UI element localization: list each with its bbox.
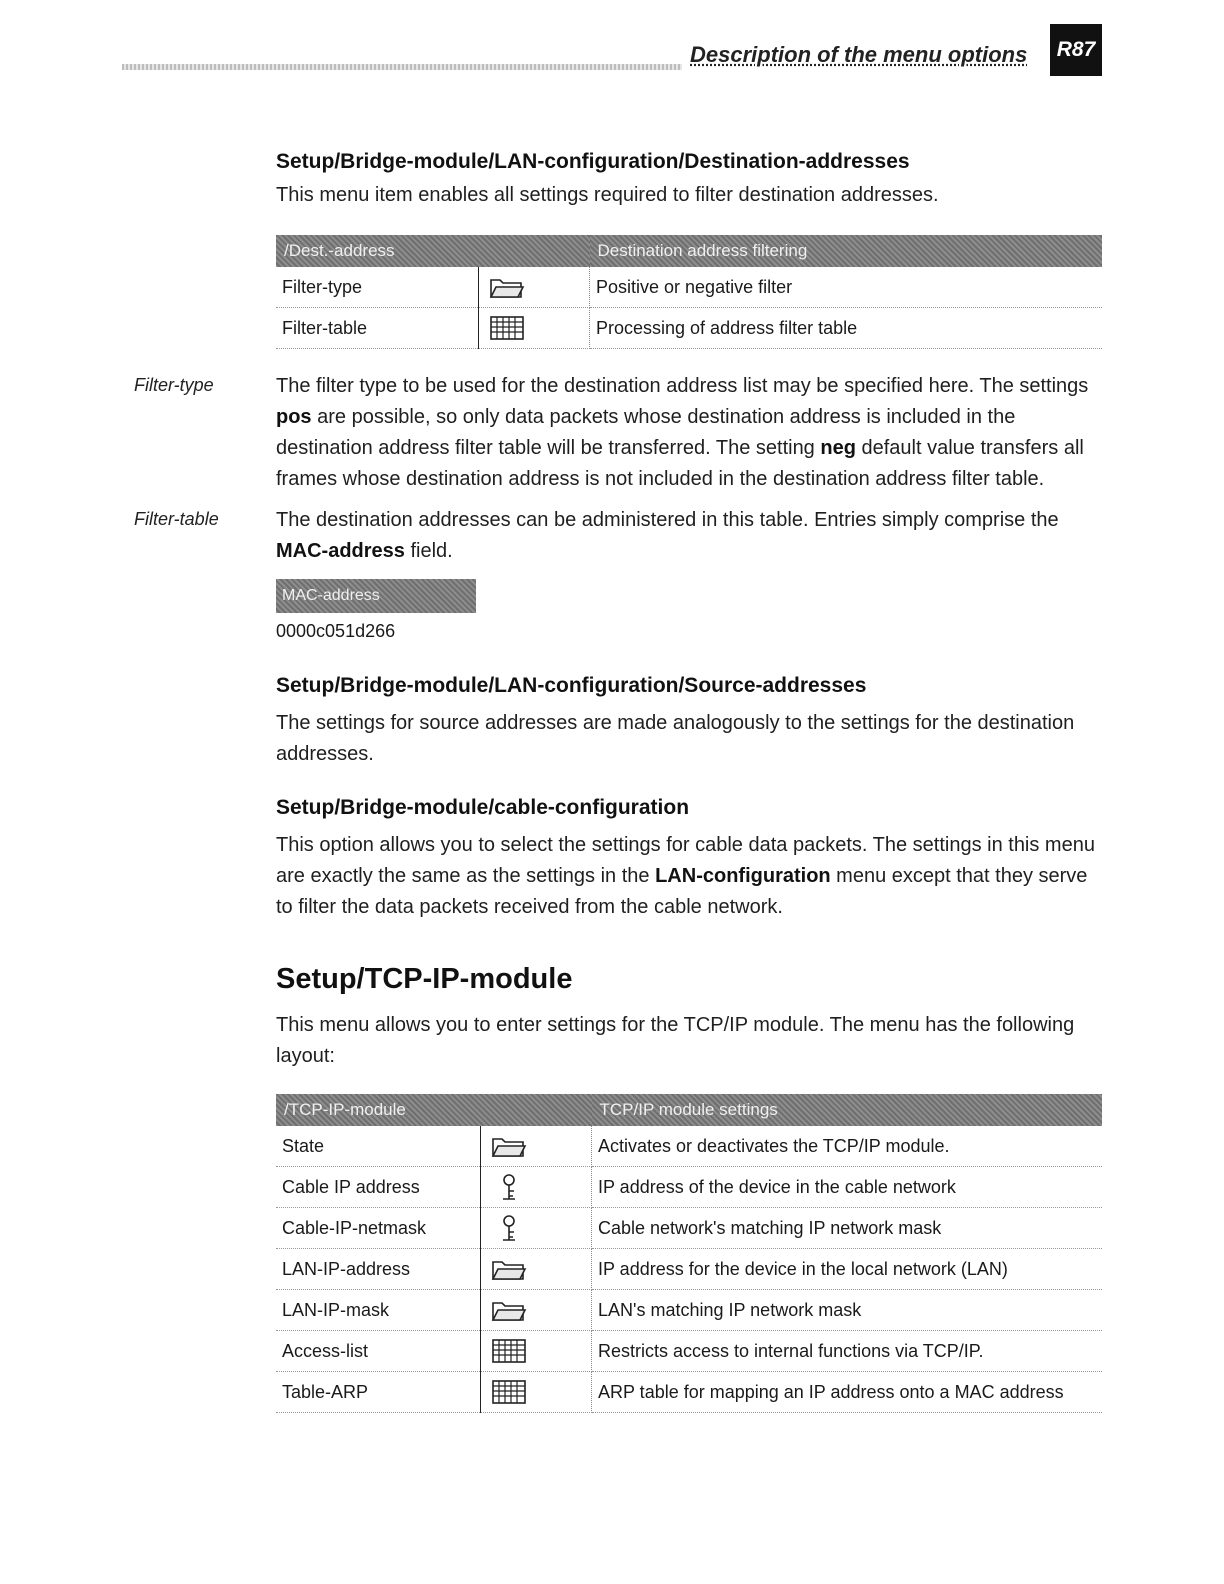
dest-addresses-heading: Setup/Bridge-module/LAN-configuration/Destination-addresses <box>276 150 910 173</box>
row-name: Cable IP address <box>276 1167 481 1208</box>
table-row[interactable] <box>276 1331 1102 1372</box>
filter-type-paragraph: The filter type to be used for the destination address list may be specified here. The settings pos are possible, so only data packets whose destination address is included in the destination address filter table will be transferred. The setting neg default value transfers all frames whose destination address is not included in the destination address filter table. <box>276 375 1089 490</box>
table-header-title: Destination address filtering <box>590 235 1103 267</box>
mac-address-column-header: MAC-address <box>276 579 476 613</box>
row-name: Filter-table <box>276 308 479 349</box>
folder-icon <box>491 1257 527 1281</box>
table-row[interactable] <box>276 1249 1102 1290</box>
table-header-path: /Dest.-address <box>276 235 590 267</box>
row-name: Cable-IP-netmask <box>276 1208 481 1249</box>
row-name: State <box>276 1126 481 1167</box>
row-description: Positive or negative filter <box>590 267 1103 308</box>
page-content <box>134 150 1106 1413</box>
row-description: IP address of the device in the cable network <box>592 1167 1103 1208</box>
tcp-ip-menu-table <box>276 1094 1102 1413</box>
table-row[interactable] <box>276 267 1102 308</box>
dest-addresses-intro: This menu item enables all settings required to filter destination addresses. <box>276 184 939 206</box>
margin-label-filter-table: Filter-table <box>134 509 219 529</box>
table-row[interactable] <box>276 1167 1102 1208</box>
table-header-path: /TCP-IP-module <box>276 1094 592 1126</box>
header-rule <box>122 64 682 70</box>
menu-lan-configuration: LAN-configuration <box>655 865 831 887</box>
source-addresses-heading: Setup/Bridge-module/LAN-configuration/Source-addresses <box>276 674 867 697</box>
folder-icon <box>491 1134 527 1158</box>
row-name: LAN-IP-mask <box>276 1290 481 1331</box>
folder-icon <box>491 1298 527 1322</box>
row-description: Processing of address filter table <box>590 308 1103 349</box>
field-mac-address: MAC-address <box>276 540 405 562</box>
running-header-title: Description of the menu options <box>690 42 1028 67</box>
mac-address-value: 0000c051d266 <box>276 621 396 641</box>
table-icon <box>489 315 525 341</box>
table-icon <box>491 1379 527 1405</box>
table-header-title: TCP/IP module settings <box>592 1094 1103 1126</box>
table-row[interactable] <box>276 1126 1102 1167</box>
key-icon <box>491 1173 527 1201</box>
row-description: ARP table for mapping an IP address onto a MAC address <box>592 1372 1103 1413</box>
table-row[interactable] <box>276 1290 1102 1331</box>
row-description: Cable network's matching IP network mask <box>592 1208 1103 1249</box>
row-description: LAN's matching IP network mask <box>592 1290 1103 1331</box>
filter-table-paragraph-block <box>134 505 1106 567</box>
dest-address-menu-table <box>276 235 1102 349</box>
row-name: LAN-IP-address <box>276 1249 481 1290</box>
setting-pos: pos <box>276 406 312 428</box>
row-description: IP address for the device in the local network (LAN) <box>592 1249 1103 1290</box>
page-number-badge: R87 <box>1050 24 1102 76</box>
row-name: Access-list <box>276 1331 481 1372</box>
table-row[interactable] <box>276 1208 1102 1249</box>
tcp-ip-module-intro: This menu allows you to enter settings for the TCP/IP module. The menu has the following layout: <box>276 1014 1075 1067</box>
row-description: Activates or deactivates the TCP/IP module. <box>592 1126 1103 1167</box>
row-name: Table-ARP <box>276 1372 481 1413</box>
cable-configuration-text: This option allows you to select the settings for cable data packets. The settings in this menu are exactly the same as the settings in the LAN-configuration menu except that they serve to filter the data packets received from the cable network. <box>276 834 1095 918</box>
row-name: Filter-type <box>276 267 479 308</box>
key-icon <box>491 1214 527 1242</box>
cable-configuration-heading: Setup/Bridge-module/cable-configuration <box>276 796 690 819</box>
table-row[interactable] <box>276 308 1102 349</box>
source-addresses-text: The settings for source addresses are made analogously to the settings for the destination addresses. <box>276 712 1075 765</box>
table-row[interactable] <box>276 1372 1102 1413</box>
setting-neg: neg <box>820 437 856 459</box>
filter-type-paragraph-block <box>134 371 1106 495</box>
row-description: Restricts access to internal functions via TCP/IP. <box>592 1331 1103 1372</box>
tcp-ip-module-heading: Setup/TCP-IP-module <box>276 963 573 995</box>
filter-table-paragraph: The destination addresses can be administered in this table. Entries simply comprise the MAC-address field. <box>276 509 1059 562</box>
table-icon <box>491 1338 527 1364</box>
margin-label-filter-type: Filter-type <box>134 375 214 395</box>
folder-icon <box>489 275 525 299</box>
